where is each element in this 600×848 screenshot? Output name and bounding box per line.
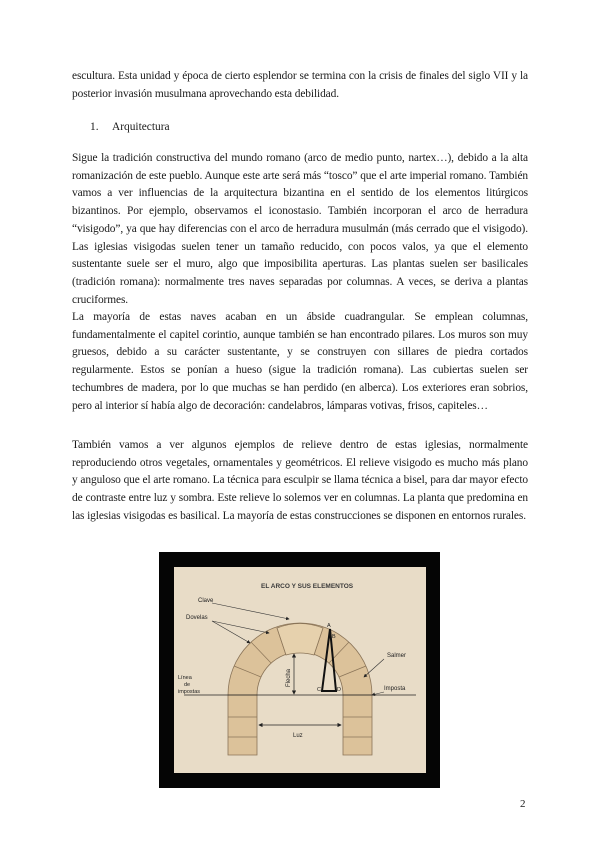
paragraph-tradition: Sigue la tradición constructiva del mundo romano (arco de medio punto, nartex…), debido a la alta romanización de este pueblo. Aunque este arte será más “tosco” que el arte imperial romano. También vamos a ver influencias de la arquitectura bizantina en el sentido de los elementos litúrgicos bizantinos. Por ejemplo, observamos el iconostasio. También incorporan el arco de herradura “visigodo”, ya que hay diferencias con el arco de herradura musulmán (más cerrado que el visigodo). Las iglesias visigodas suelen tener un tamaño reducido, con pocos valos, ya que el elemento sustentante suele ser el muro, algo que imposibilita aperturas. Las plantas suelen ser basilicales (tradición romana): normalmente tres naves separadas por columnas. A veces, se deriva a plantas cruciformes. [72, 152, 528, 306]
heading-title: Arquitectura [112, 121, 170, 133]
label-impostas: impostas [178, 689, 201, 695]
paragraph-intro-continuation: escultura. Esta unidad y época de cierto esplendor se termina con la crisis de finales del siglo VII y la posterior invasión musulmana aprovechando esta debilidad. [72, 70, 528, 100]
heading-number: 1. [90, 121, 99, 133]
arch-diagram-svg [174, 567, 426, 773]
figure-title: EL ARCO Y SUS ELEMENTOS [261, 583, 354, 590]
paragraph-relieve: También vamos a ver algunos ejemplos de relieve dentro de estas iglesias, normalmente reproduciendo otros vegetales, ornamentales y geométricos. El relieve visigodo es mucho más plano y anguloso que el arte romano. La técnica para esculpir se llama técnica a bisel, para dar mayor efecto de contraste entre luz y sombra. Este relieve lo solemos ver en columnas. La planta que predomina en las iglesias visigodas es basilical. La mayoría de estas construcciones se disponen en entornos rurales. [72, 439, 528, 522]
label-salmer: Salmer [387, 653, 407, 659]
section-heading [90, 121, 170, 133]
label-de: de [184, 682, 191, 688]
label-clave: Clave [198, 598, 214, 604]
label-point-d: D [337, 687, 341, 693]
label-point-a: A [327, 623, 331, 629]
label-linea: Línea [178, 675, 192, 681]
paragraph-naves: La mayoría de estas naves acaban en un ábside cuadrangular. Se emplean columnas, fundamentalmente el capitel corintio, aunque también se han encontrado pilares. Los muros son muy gruesos, debido a su carácter sustentante, y se construyen con sillares de piedra cortados regularmente. Estos se ponían a hueso (sigue la tradición romana). Las cubiertas suelen ser techumbres de madera, por lo que muchas se han perdido (en alberca). Los exteriores eran sobrios, pero al interior sí había algo de decoración: candelabros, lámparas votivas, frisos, capiteles… [72, 311, 528, 412]
label-imposta: Imposta [384, 686, 406, 692]
arch-diagram [174, 567, 426, 773]
label-luz: Luz [293, 733, 303, 739]
label-point-c: C [317, 687, 321, 693]
page-number: 2 [520, 798, 526, 810]
arch-figure [159, 552, 440, 788]
label-point-b: B [332, 634, 336, 640]
label-dovelas: Dovelas [186, 615, 208, 621]
label-flecha: Flecha [286, 668, 292, 687]
